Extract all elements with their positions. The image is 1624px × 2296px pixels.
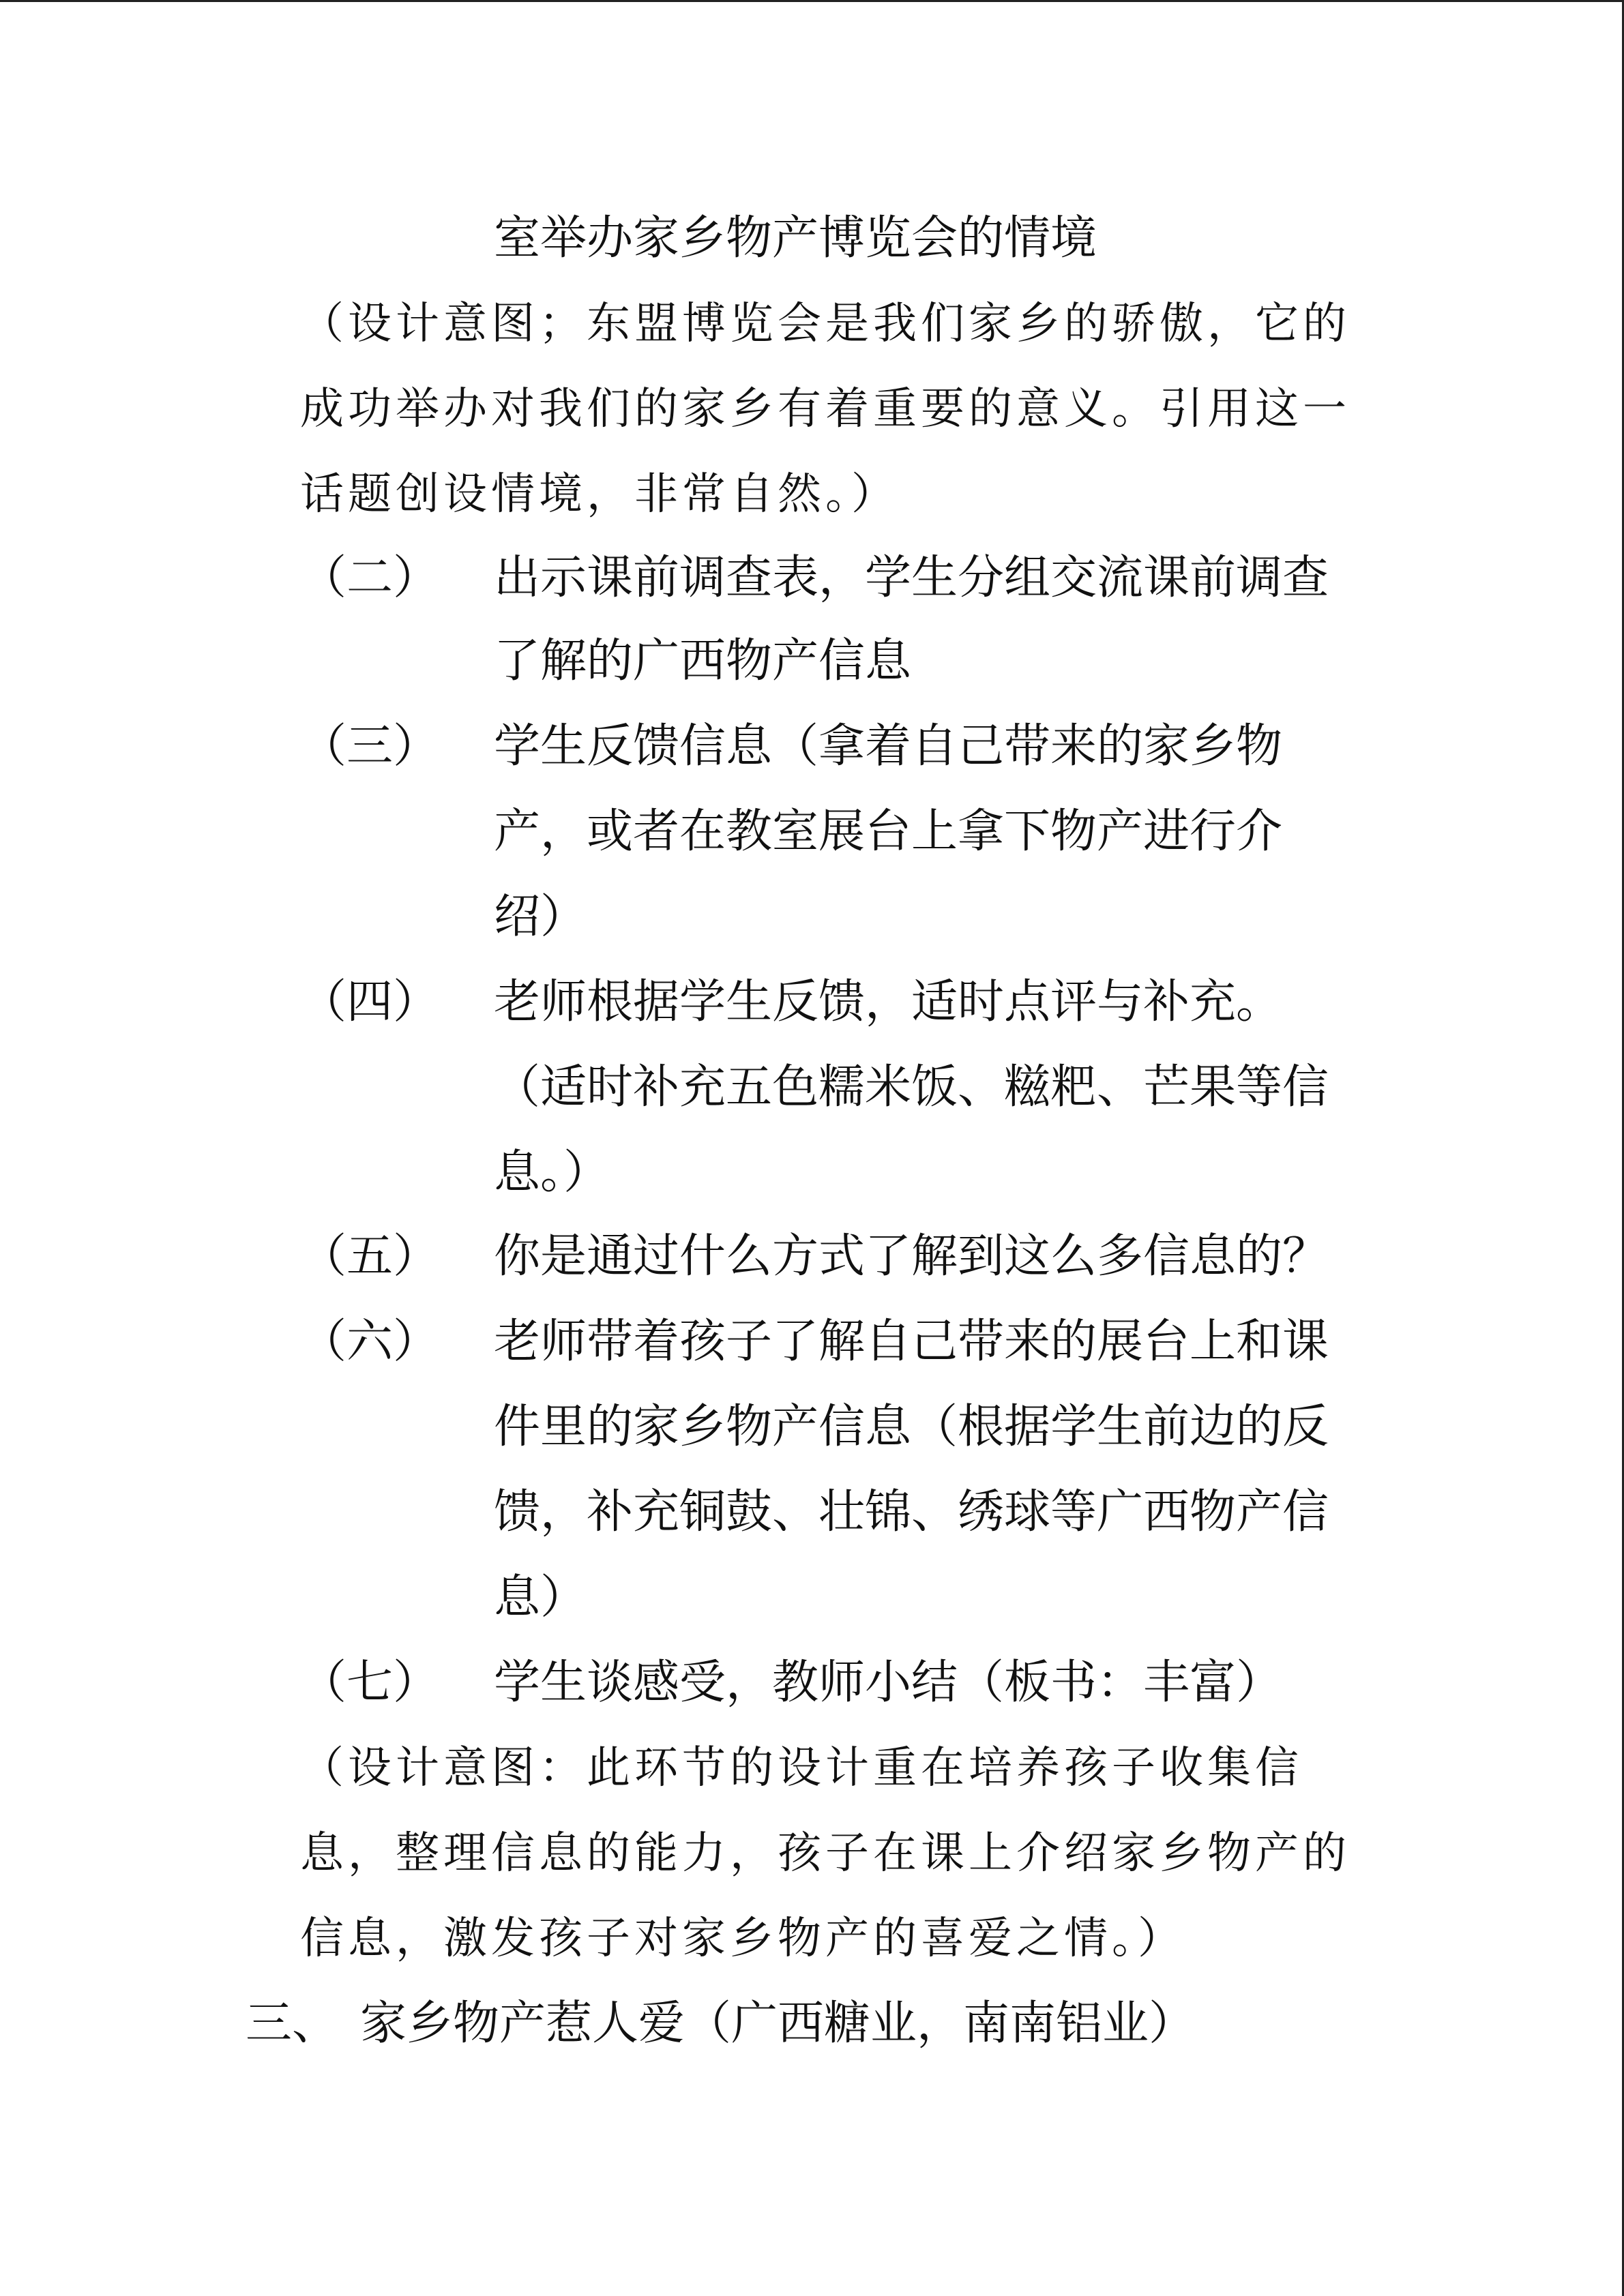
item-5-line-1: 你是通过什么方式了解到这么多信息的？ [494,1229,1329,1283]
item-2-line-1: 出示课前调查表，学生分组交流课前调查 [494,551,1329,605]
item-6-line-4: 息） [494,1570,587,1624]
item-7-line-1: 学生谈感受，教师小结（板书：丰富） [494,1656,1283,1710]
item-6-number: （六） [300,1315,440,1369]
item-5-number: （五） [300,1229,440,1283]
item-4-line-1: 老师根据学生反馈，适时点评与补充。 [494,975,1283,1029]
section-3-number: 三、 [246,1997,339,2051]
design-note-1-line-3: 话题创设情境，非常自然。） [300,469,899,520]
design-note-2-line-3: 信息，激发孩子对家乡物产的喜爱之情。） [300,1913,1185,1964]
item-2-line-2: 了解的广西物产信息 [494,634,912,688]
item-4-number: （四） [300,975,440,1029]
design-note-2-line-2: 息，整理信息的能力，孩子在课上介绍家乡物产的 [300,1828,1350,1879]
design-note-1-line-1: （设计意图；东盟博览会是我们家乡的骄傲，它的 [300,299,1350,349]
item-3-line-1: 学生反馈信息（拿着自己带来的家乡物 [494,719,1283,773]
item-3-number: （三） [300,719,440,773]
item-6-line-1: 老师带着孩子了解自己带来的展台上和课 [494,1315,1329,1369]
item-6-line-2: 件里的家乡物产信息（根据学生前边的反 [494,1400,1329,1454]
design-note-1-line-2: 成功举办对我们的家乡有着重要的意义。引用这一 [300,384,1350,434]
item-6-line-3: 馈，补充铜鼓、壮锦、绣球等广西物产信 [494,1485,1329,1539]
intro-line: 室举办家乡物产博览会的情境 [494,211,1097,265]
item-4-line-2: （适时补充五色糯米饭、糍粑、芒果等信 [494,1060,1329,1114]
design-note-2-line-1: （设计意图：此环节的设计重在培养孩子收集信 [300,1743,1303,1793]
item-4-line-3: 息。） [494,1146,610,1199]
item-7-number: （七） [300,1656,440,1710]
item-3-line-2: 产，或者在教室展台上拿下物产进行介 [494,805,1283,859]
item-3-line-3: 绍） [494,890,587,944]
item-2-number: （二） [300,551,440,605]
section-3-heading: 家乡物产惹人爱（广西糖业，南南铝业） [360,1997,1196,2051]
